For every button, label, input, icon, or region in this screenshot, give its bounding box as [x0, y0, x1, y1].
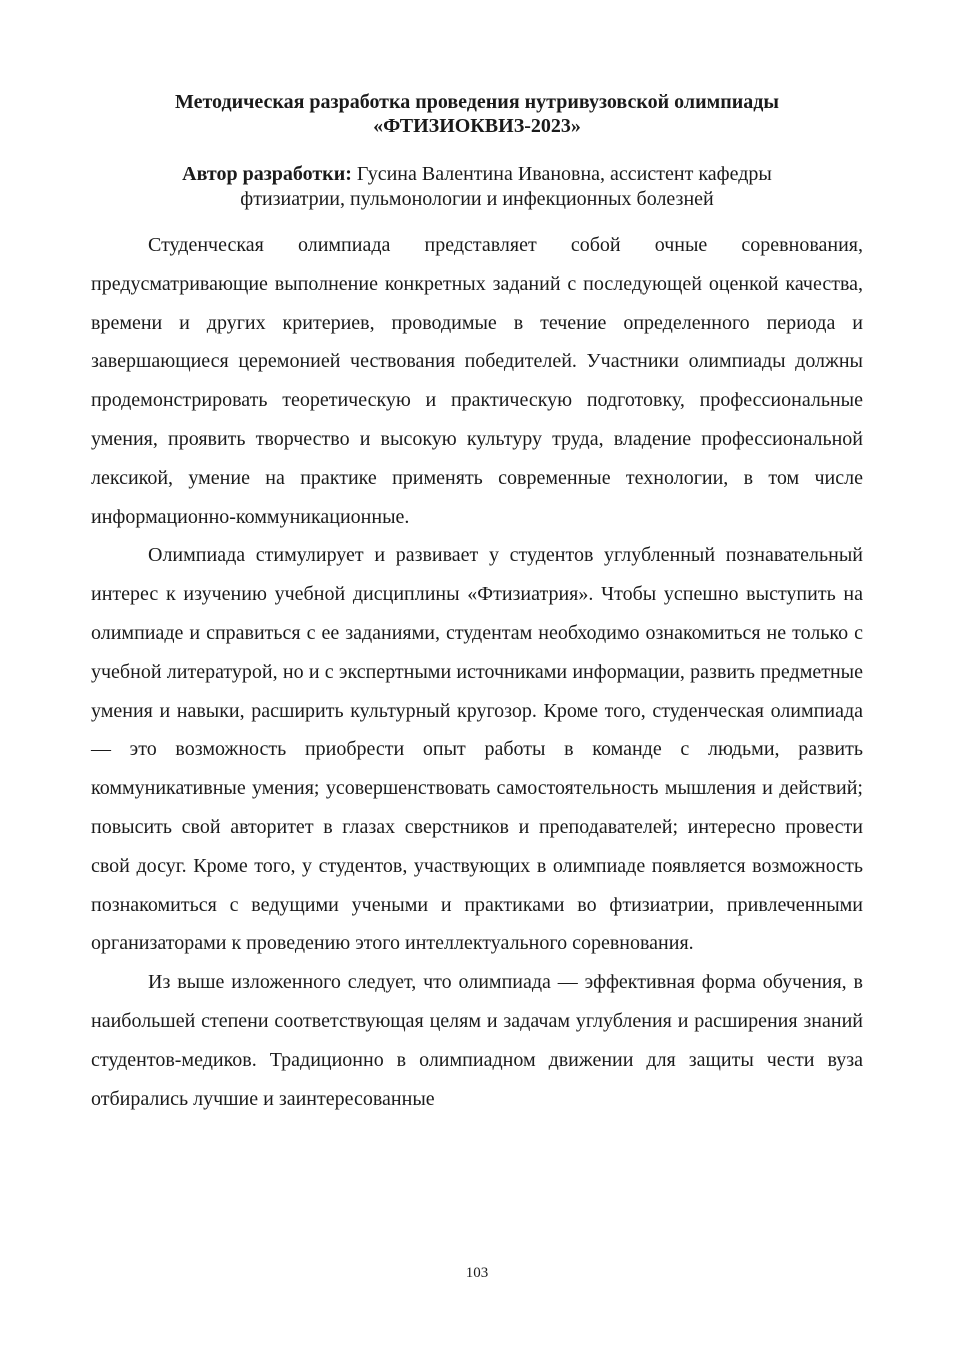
body-text	[91, 226, 863, 1118]
title-line-1: Методическая разработка проведения нутривузовской олимпиады	[174, 91, 780, 113]
document-title	[91, 90, 863, 138]
author-block	[91, 162, 863, 212]
paragraph-1: Студенческая олимпиада представляет собой очные соревнования, предусматривающие выполнение конкретных заданий с последующей оценкой качества, времени и других критериев, проводимые в течение определенного периода и завершающиеся церемонией чествования победителей. Участники олимпиады должны продемонстрировать теоретическую и практическую подготовку, профессиональные умения, проявить творчество и высокую культуру труда, владение профессиональной лексикой, умение на практике применять современные технологии, в том числе информационно-коммуникационные.	[91, 234, 863, 528]
page-number: 103	[465, 1265, 489, 1281]
author-name: Гусина Валентина Ивановна, ассистент кафедры	[351, 163, 772, 185]
paragraph-3: Из выше изложенного следует, что олимпиада — эффективная форма обучения, в наибольшей степени соответствующая целям и задачам углубления и расширения знаний студентов-медиков. Традиционно в олимпиадном движении для защиты чести вуза отбирались лучшие и заинтересованные	[91, 971, 863, 1110]
page-content	[91, 90, 863, 1118]
paragraph-2: Олимпиада стимулирует и развивает у студентов углубленный познавательный интерес к изучению учебной дисциплины «Фтизиатрия». Чтобы успешно выступить на олимпиаде и справиться с ее заданиями, студентам необходимо ознакомиться не только с учебной литературой, но и с экспертными источниками информации, развить предметные умения и навыки, расширить культурный кругозор. Кроме того, студенческая олимпиада — это возможность приобрести опыт работы в команде с людьми, развить коммуникативные умения; усовершенствовать самостоятельность мышления и действий; повысить свой авторитет в глазах сверстников и преподавателей; интересно провести свой досуг. Кроме того, у студентов, участвующих в олимпиаде появляется возможность познакомиться с ведущими учеными и практиками во фтизиатрии, привлеченными организаторами к проведению этого интеллектуального соревнования.	[91, 544, 863, 955]
author-line-2: фтизиатрии, пульмонологии и инфекционных болезней	[240, 188, 714, 210]
author-label: Автор разработки:	[182, 163, 352, 185]
title-line-2: «ФТИЗИОКВИЗ-2023»	[373, 115, 581, 137]
author-line-1	[91, 162, 863, 187]
